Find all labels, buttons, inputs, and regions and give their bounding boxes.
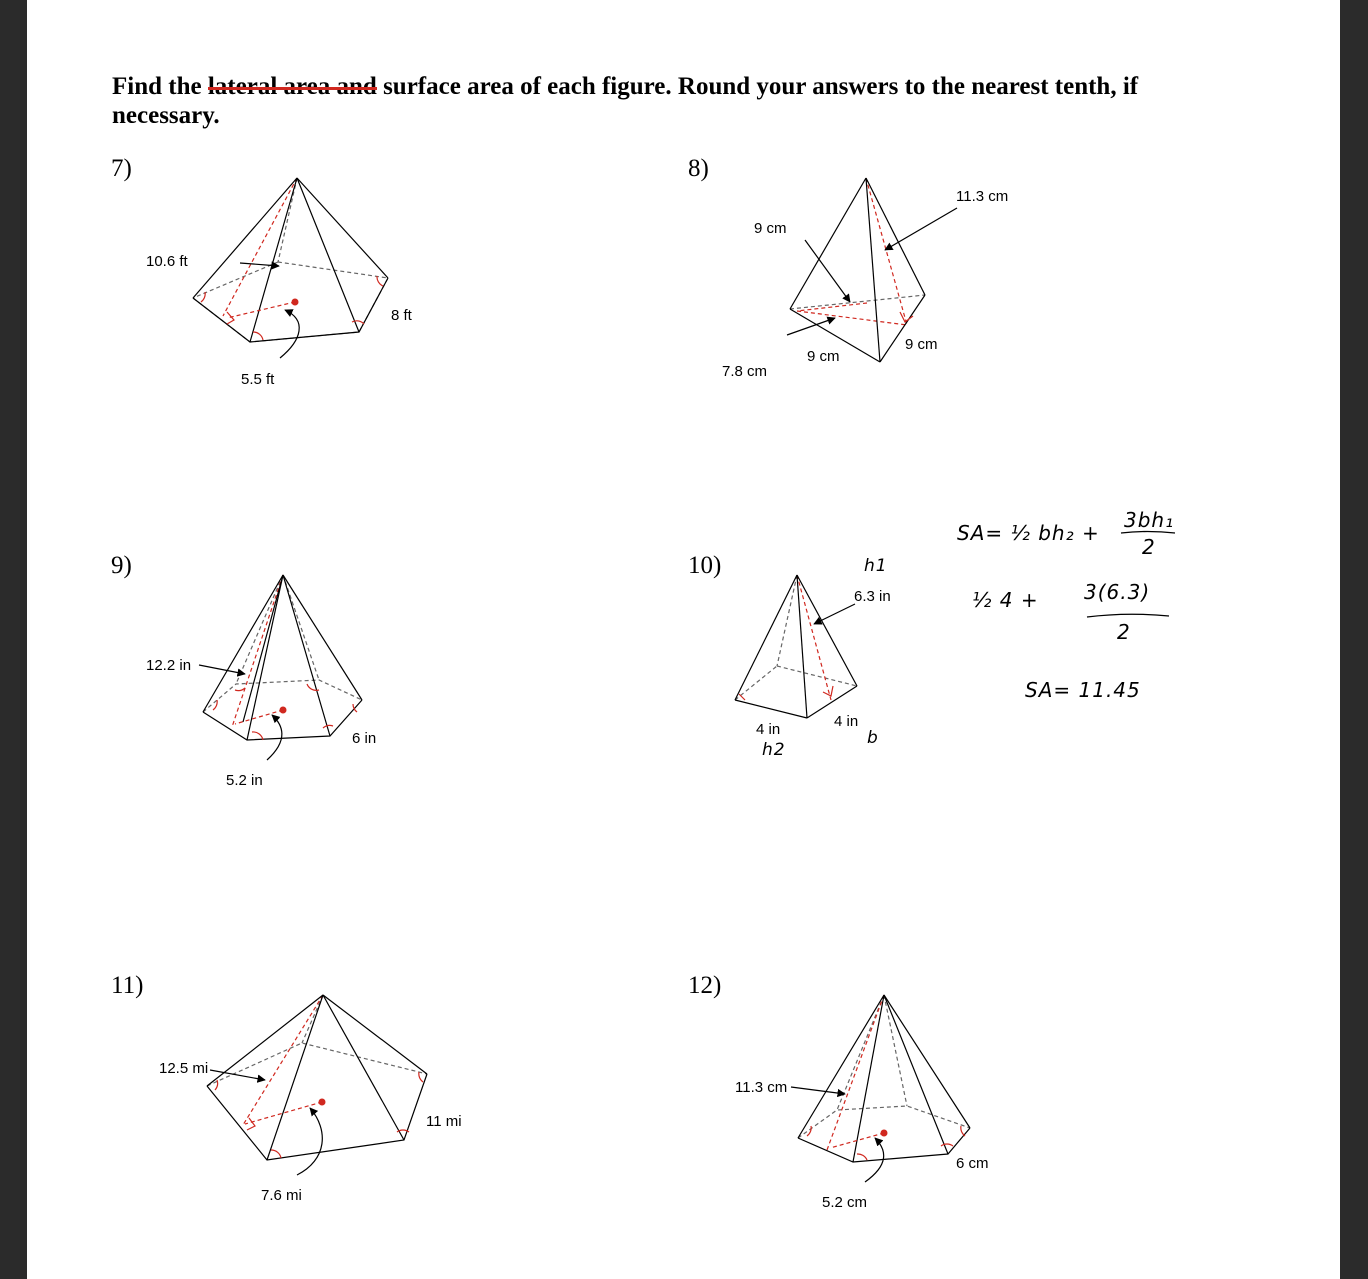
handwritten-line2-denominator: 2 <box>1117 620 1131 644</box>
handwritten-result: SA= 11.45 <box>1025 678 1141 702</box>
fig8-base-height-label: 7.8 cm <box>722 363 768 380</box>
handwritten-formula-numerator: 3bh₁ <box>1124 508 1175 532</box>
handwritten-h1: h1 <box>864 556 888 576</box>
problem-7-number: 7) <box>111 155 132 182</box>
problem-8-number: 8) <box>688 155 709 182</box>
fig11-side-label: 11 mi <box>426 1113 462 1130</box>
fig11-slant-label: 12.5 mi <box>159 1060 209 1077</box>
figure-12-hexagonal-pyramid <box>791 995 970 1182</box>
fig9-side-label: 6 in <box>352 730 377 747</box>
handwritten-formula-left: SA= ½ bh₂ + <box>957 521 1100 545</box>
fig9-apothem-label: 5.2 in <box>226 772 263 789</box>
fig10-slant-label: 6.3 in <box>854 588 891 605</box>
fig7-apothem-label: 5.5 ft <box>241 371 275 388</box>
figure-9-hexagonal-pyramid <box>199 575 362 760</box>
fig8-base-side-a-label: 9 cm <box>807 348 840 365</box>
fig8-slant-top-label: 11.3 cm <box>956 188 1009 205</box>
figure-8-triangular-pyramid <box>787 178 957 362</box>
problem-11-number: 11) <box>111 972 144 999</box>
fig11-apothem-label: 7.6 mi <box>261 1187 302 1204</box>
fig12-side-label: 6 cm <box>956 1155 989 1172</box>
handwritten-formula-denominator: 2 <box>1142 535 1156 559</box>
problem-9-number: 9) <box>111 552 132 579</box>
fig9-slant-label: 12.2 in <box>146 657 192 674</box>
instructions-struck-text: lateral area and <box>207 73 377 100</box>
fig7-slant-label: 10.6 ft <box>146 253 188 270</box>
fig12-slant-label: 11.3 cm <box>735 1079 788 1096</box>
problem-12-number: 12) <box>688 972 722 999</box>
figure-7-pentagonal-pyramid <box>193 178 388 358</box>
fig12-apothem-label: 5.2 cm <box>822 1194 868 1211</box>
fig8-slant-mid-label: 9 cm <box>754 220 787 237</box>
handwritten-h2: h2 <box>762 740 786 760</box>
fig7-side-label: 8 ft <box>391 307 412 324</box>
fig8-base-side-b-label: 9 cm <box>905 336 938 353</box>
figures-drawing <box>27 0 1340 1279</box>
fig10-side-b-label: 4 in <box>834 713 859 730</box>
instructions-rest: surface area of each figure. Round your answers to the nearest tenth, if necessary. <box>112 73 1139 129</box>
handwritten-line2-numerator: 3(6.3) <box>1084 580 1151 604</box>
problem-10-number: 10) <box>688 552 722 579</box>
figure-10-square-pyramid <box>735 575 857 718</box>
worksheet-page <box>27 0 1340 1279</box>
fig10-side-a-label: 4 in <box>756 721 781 738</box>
handwritten-b: b <box>867 728 879 748</box>
figure-11-pentagonal-pyramid <box>207 995 427 1175</box>
instructions-start: Find the <box>112 73 202 100</box>
handwritten-line2-left: ½ 4 + <box>972 588 1039 612</box>
instructions <box>112 72 1232 130</box>
